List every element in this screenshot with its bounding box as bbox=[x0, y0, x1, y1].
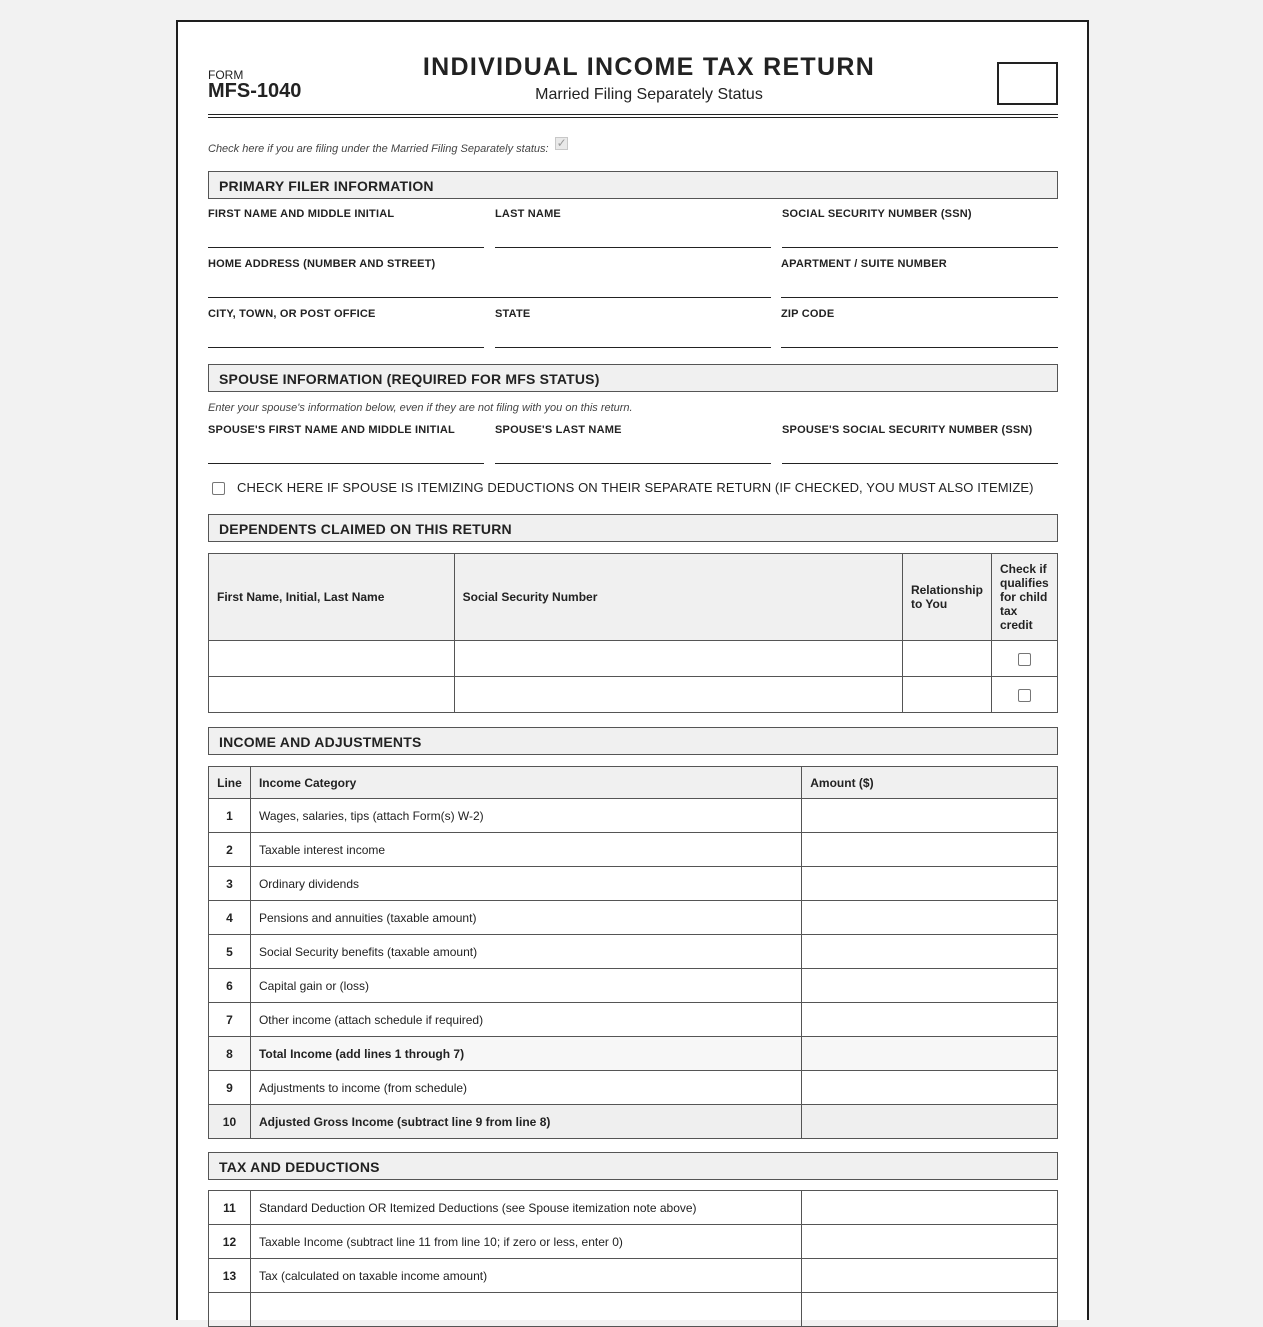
line-number: 4 bbox=[209, 901, 251, 935]
amount-cell[interactable] bbox=[802, 1037, 1058, 1071]
line-label bbox=[250, 1293, 801, 1327]
tax-row bbox=[209, 1293, 1058, 1327]
income-col-amount: Amount ($) bbox=[802, 767, 1058, 799]
tax-deductions-heading: TAX AND DEDUCTIONS bbox=[208, 1152, 1058, 1180]
spouse-ssn-field[interactable] bbox=[782, 424, 1058, 464]
line-number: 5 bbox=[209, 935, 251, 969]
amount-cell[interactable] bbox=[802, 935, 1058, 969]
apartment-field[interactable] bbox=[781, 258, 1058, 298]
line-number: 7 bbox=[209, 1003, 251, 1037]
income-row bbox=[209, 1003, 1058, 1037]
dependent-row bbox=[209, 641, 1058, 677]
dep-col-ssn: Social Security Number bbox=[454, 554, 902, 641]
header-rule bbox=[208, 114, 1058, 115]
state-field[interactable] bbox=[495, 308, 771, 348]
line-number: 13 bbox=[209, 1259, 251, 1293]
line-number: 9 bbox=[209, 1071, 251, 1105]
child-credit-checkbox[interactable] bbox=[1018, 653, 1031, 666]
line-label: Tax (calculated on taxable income amount) bbox=[250, 1259, 801, 1293]
amount-cell[interactable] bbox=[802, 1105, 1058, 1139]
dependents-header-row bbox=[209, 554, 1058, 641]
first-name-field[interactable] bbox=[208, 208, 484, 248]
income-col-category: Income Category bbox=[250, 767, 801, 799]
line-number: 10 bbox=[209, 1105, 251, 1139]
agi-row bbox=[209, 1105, 1058, 1139]
line-label: Capital gain or (loss) bbox=[250, 969, 801, 1003]
income-row bbox=[209, 935, 1058, 969]
amount-cell[interactable] bbox=[802, 1259, 1058, 1293]
line-number: 8 bbox=[209, 1037, 251, 1071]
last-name-field[interactable] bbox=[495, 208, 771, 248]
form-number: MFS-1040 bbox=[208, 80, 302, 102]
last-name-label: LAST NAME bbox=[495, 208, 561, 220]
spouse-itemize-label: CHECK HERE IF SPOUSE IS ITEMIZING DEDUCTIONS ON THEIR SEPARATE RETURN (IF CHECKED, YOU MUST ALSO ITEMIZE) bbox=[237, 480, 1034, 495]
amount-cell[interactable] bbox=[802, 867, 1058, 901]
zip-field[interactable] bbox=[781, 308, 1058, 348]
ssn-field[interactable] bbox=[782, 208, 1058, 248]
dependent-credit-cell bbox=[991, 677, 1057, 713]
tax-table bbox=[208, 1190, 1058, 1327]
line-label: Ordinary dividends bbox=[250, 867, 801, 901]
amount-cell[interactable] bbox=[802, 1071, 1058, 1105]
tax-form-page bbox=[176, 20, 1089, 1320]
spouse-first-name-label: SPOUSE'S FIRST NAME AND MIDDLE INITIAL bbox=[208, 424, 455, 436]
amount-cell[interactable] bbox=[802, 1293, 1058, 1327]
primary-filer-heading: PRIMARY FILER INFORMATION bbox=[208, 171, 1058, 199]
office-use-box bbox=[997, 62, 1058, 105]
line-label: Social Security benefits (taxable amount) bbox=[250, 935, 801, 969]
income-row bbox=[209, 901, 1058, 935]
city-label: CITY, TOWN, OR POST OFFICE bbox=[208, 308, 376, 320]
spouse-itemize-row bbox=[208, 480, 1058, 495]
child-credit-checkbox[interactable] bbox=[1018, 689, 1031, 702]
mfs-status-check bbox=[208, 140, 1058, 155]
amount-cell[interactable] bbox=[802, 901, 1058, 935]
spouse-last-name-field[interactable] bbox=[495, 424, 771, 464]
amount-cell[interactable] bbox=[802, 833, 1058, 867]
line-number: 12 bbox=[209, 1225, 251, 1259]
line-number bbox=[209, 1293, 251, 1327]
amount-cell[interactable] bbox=[802, 799, 1058, 833]
form-subtitle: Married Filing Separately Status bbox=[535, 86, 763, 103]
dep-col-child-credit: Check if qualifies for child tax credit bbox=[991, 554, 1057, 641]
tax-row bbox=[209, 1259, 1058, 1293]
dependents-table bbox=[208, 553, 1058, 713]
zip-label: ZIP CODE bbox=[781, 308, 835, 320]
first-name-label: FIRST NAME AND MIDDLE INITIAL bbox=[208, 208, 395, 220]
spouse-info-heading: SPOUSE INFORMATION (REQUIRED FOR MFS STATUS) bbox=[208, 364, 1058, 392]
line-label: Other income (attach schedule if required) bbox=[250, 1003, 801, 1037]
form-header bbox=[208, 52, 1058, 118]
line-label: Standard Deduction OR Itemized Deductions (see Spouse itemization note above) bbox=[250, 1191, 801, 1225]
line-number: 3 bbox=[209, 867, 251, 901]
income-heading: INCOME AND ADJUSTMENTS bbox=[208, 727, 1058, 755]
form-title: INDIVIDUAL INCOME TAX RETURN bbox=[422, 53, 876, 81]
spouse-last-name-label: SPOUSE'S LAST NAME bbox=[495, 424, 622, 436]
income-row bbox=[209, 799, 1058, 833]
form-word: FORM bbox=[208, 68, 244, 82]
spouse-note: Enter your spouse's information below, even if they are not filing with you on this return. bbox=[208, 402, 633, 414]
header-rule bbox=[208, 117, 1058, 118]
tax-row bbox=[209, 1225, 1058, 1259]
income-row bbox=[209, 867, 1058, 901]
line-number: 1 bbox=[209, 799, 251, 833]
mfs-status-label: Check here if you are filing under the Married Filing Separately status: bbox=[208, 143, 549, 155]
spouse-itemize-checkbox[interactable] bbox=[212, 482, 225, 495]
income-row bbox=[209, 833, 1058, 867]
amount-cell[interactable] bbox=[802, 1003, 1058, 1037]
amount-cell[interactable] bbox=[802, 1191, 1058, 1225]
income-table bbox=[208, 766, 1058, 1139]
dependent-name-cell[interactable] bbox=[209, 677, 455, 713]
line-label: Wages, salaries, tips (attach Form(s) W-2) bbox=[250, 799, 801, 833]
line-label: Adjustments to income (from schedule) bbox=[250, 1071, 801, 1105]
amount-cell[interactable] bbox=[802, 969, 1058, 1003]
mfs-status-checkbox[interactable] bbox=[555, 137, 568, 150]
dependent-ssn-cell[interactable] bbox=[454, 677, 902, 713]
dep-col-relationship: Relationship to You bbox=[902, 554, 991, 641]
line-number: 11 bbox=[209, 1191, 251, 1225]
income-row bbox=[209, 969, 1058, 1003]
line-label: Pensions and annuities (taxable amount) bbox=[250, 901, 801, 935]
dependents-heading: DEPENDENTS CLAIMED ON THIS RETURN bbox=[208, 514, 1058, 542]
line-label: Taxable interest income bbox=[250, 833, 801, 867]
line-label: Total Income (add lines 1 through 7) bbox=[250, 1037, 801, 1071]
dependent-name-cell[interactable] bbox=[209, 641, 455, 677]
income-col-line: Line bbox=[209, 767, 251, 799]
dependent-credit-cell bbox=[991, 641, 1057, 677]
home-address-label: HOME ADDRESS (NUMBER AND STREET) bbox=[208, 258, 436, 270]
dep-col-name: First Name, Initial, Last Name bbox=[209, 554, 455, 641]
dependent-ssn-cell[interactable] bbox=[454, 641, 902, 677]
amount-cell[interactable] bbox=[802, 1225, 1058, 1259]
state-label: STATE bbox=[495, 308, 531, 320]
line-number: 6 bbox=[209, 969, 251, 1003]
home-address-field[interactable] bbox=[208, 258, 771, 298]
income-row bbox=[209, 1071, 1058, 1105]
tax-row bbox=[209, 1191, 1058, 1225]
income-header-row bbox=[209, 767, 1058, 799]
income-total-row bbox=[209, 1037, 1058, 1071]
city-field[interactable] bbox=[208, 308, 484, 348]
line-number: 2 bbox=[209, 833, 251, 867]
apartment-label: APARTMENT / SUITE NUMBER bbox=[781, 258, 947, 270]
dependent-row bbox=[209, 677, 1058, 713]
line-label: Adjusted Gross Income (subtract line 9 from line 8) bbox=[250, 1105, 801, 1139]
spouse-ssn-label: SPOUSE'S SOCIAL SECURITY NUMBER (SSN) bbox=[782, 424, 1033, 436]
ssn-label: SOCIAL SECURITY NUMBER (SSN) bbox=[782, 208, 972, 220]
dependent-relationship-cell[interactable] bbox=[902, 641, 991, 677]
dependent-relationship-cell[interactable] bbox=[902, 677, 991, 713]
spouse-first-name-field[interactable] bbox=[208, 424, 484, 464]
line-label: Taxable Income (subtract line 11 from line 10; if zero or less, enter 0) bbox=[250, 1225, 801, 1259]
